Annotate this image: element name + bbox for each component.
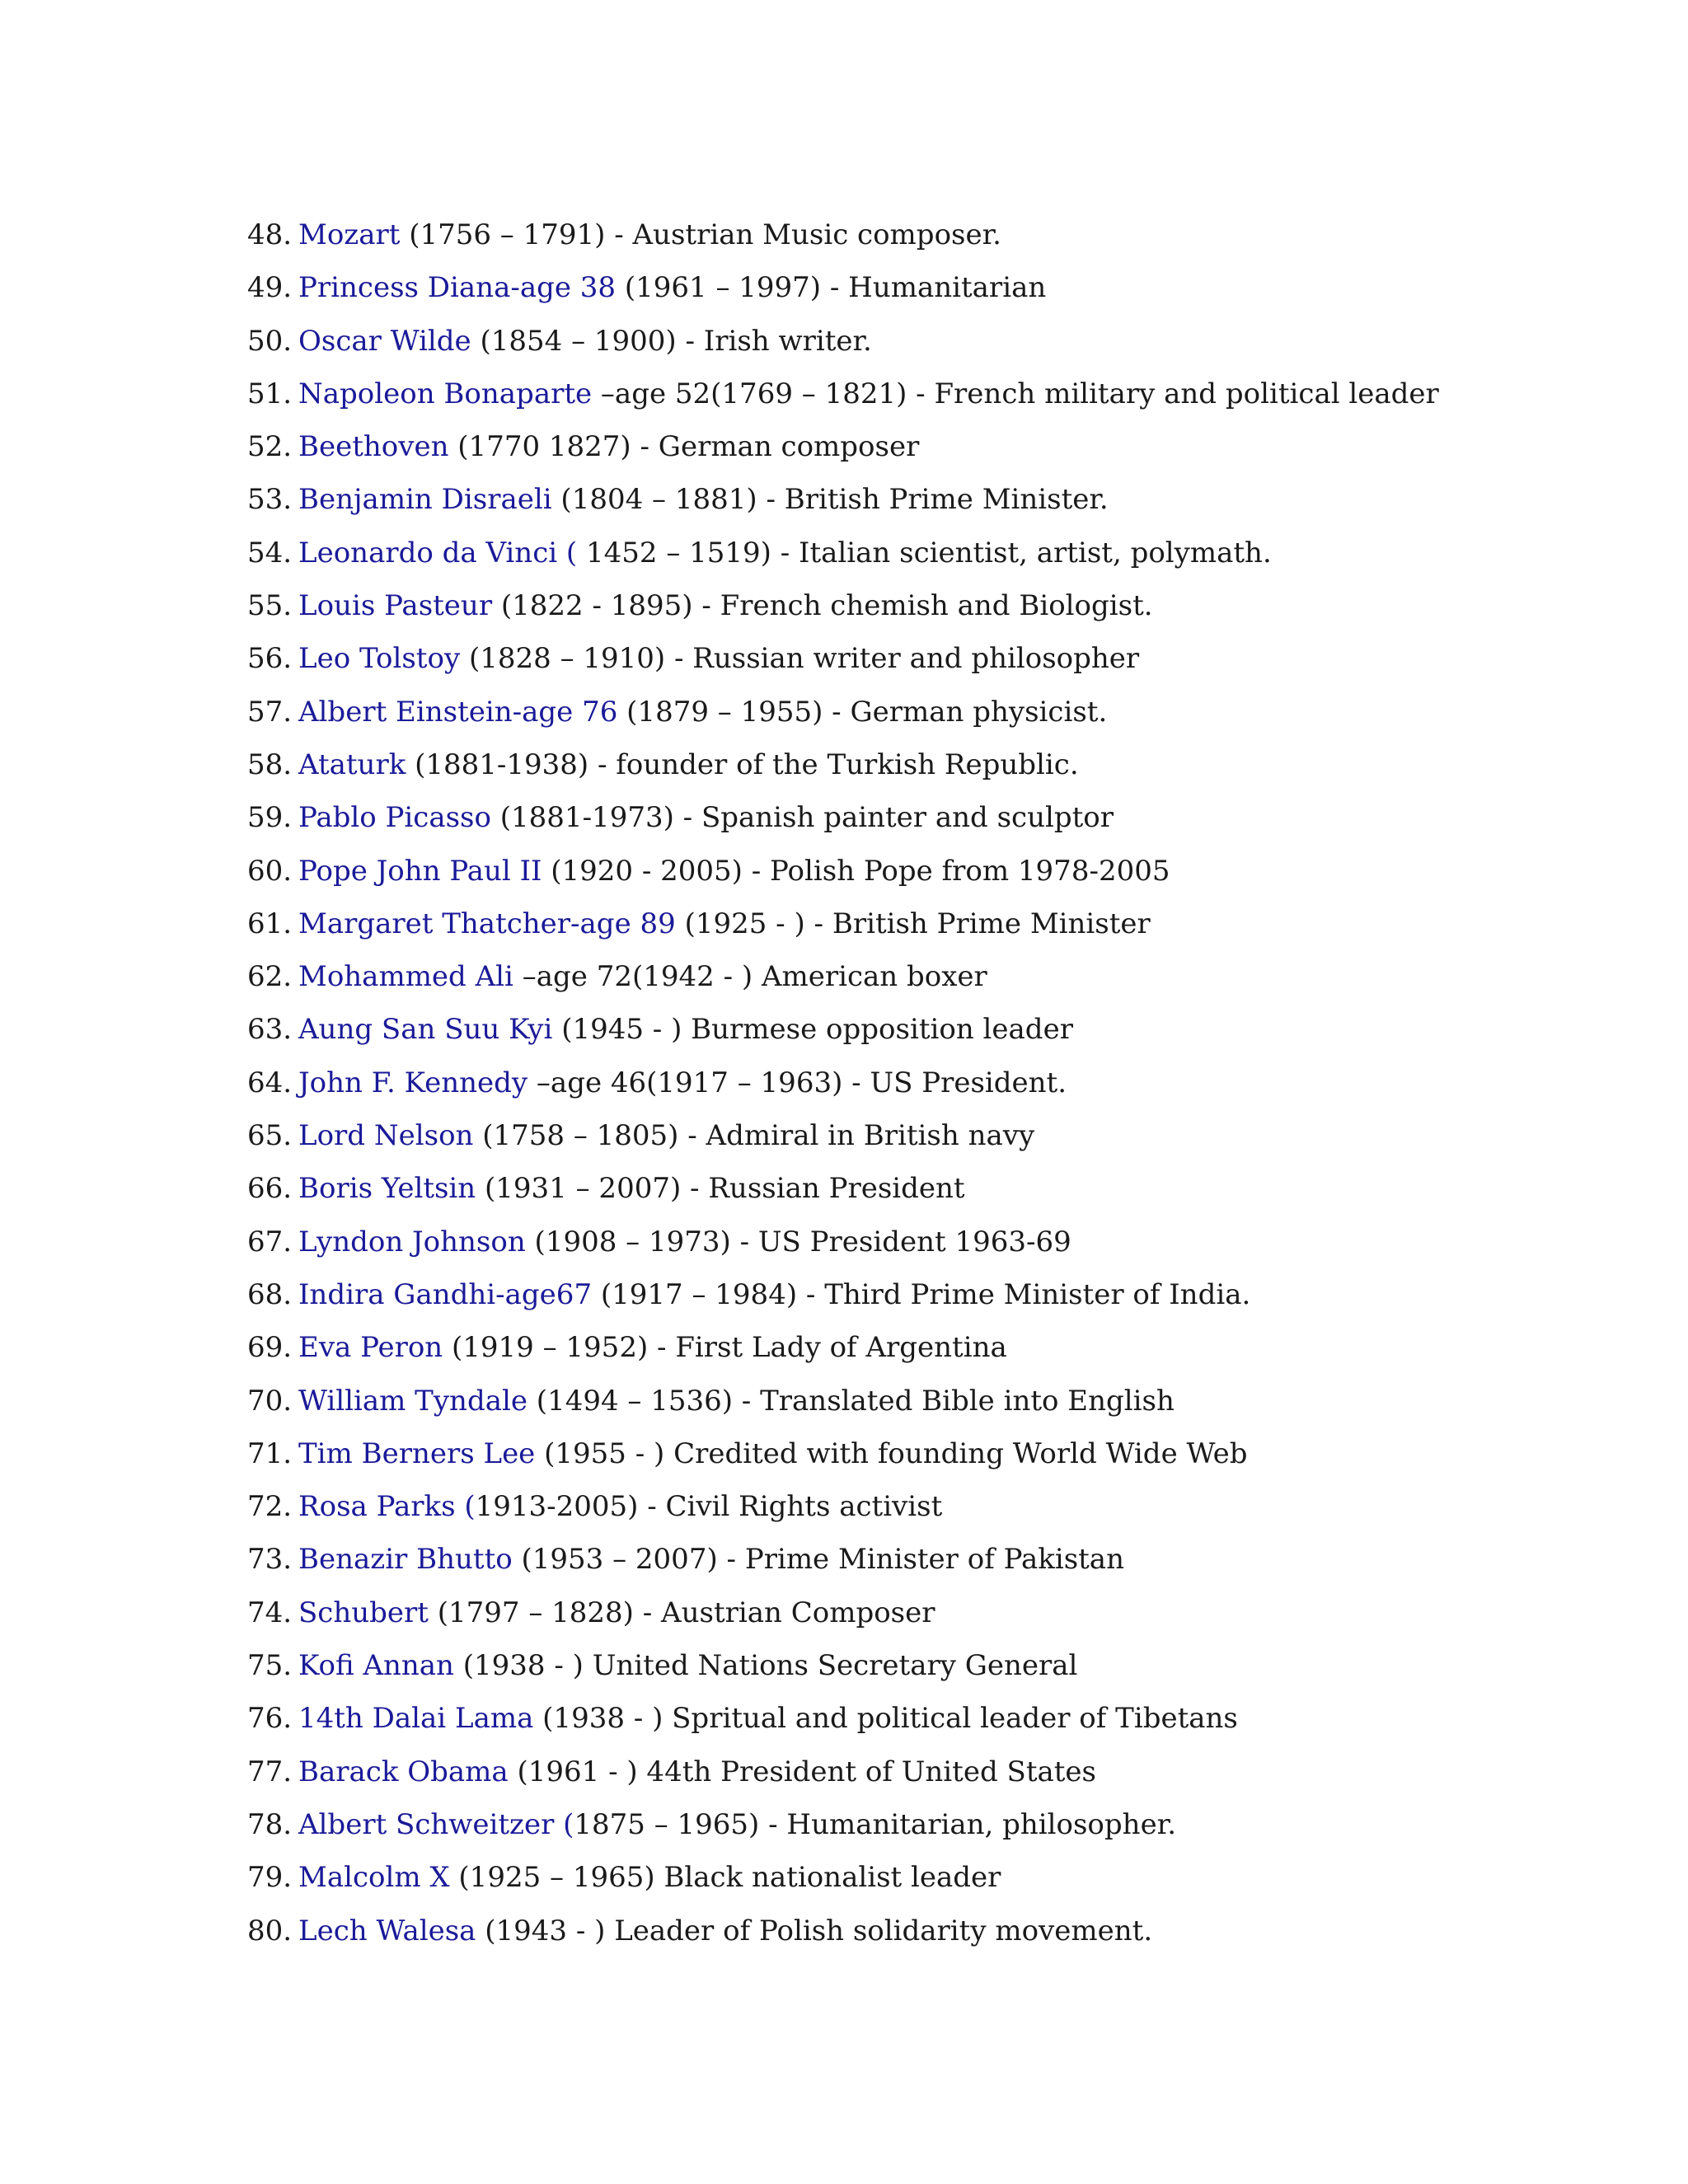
list-item — [247, 375, 1439, 428]
person-link[interactable]: Albert Einstein-age 76 — [298, 695, 618, 729]
list-item-number: 72. — [247, 1490, 293, 1524]
person-link[interactable]: Margaret Thatcher-age 89 — [298, 907, 676, 940]
person-description: (1917 – 1984) - Third Prime Minister of India. — [592, 1277, 1251, 1311]
list-item — [247, 1276, 1439, 1329]
person-description: (1931 – 2007) - Russian President — [476, 1172, 965, 1206]
person-description: (1945 - ) Burmese opposition leader — [552, 1013, 1073, 1047]
person-link[interactable]: Benazir Bhutto — [298, 1543, 513, 1577]
list-item-number: 48. — [247, 218, 293, 251]
person-link[interactable]: Kofi Annan — [298, 1649, 454, 1683]
person-description: (1920 - 2005) - Polish Pope from 1978-2005 — [542, 854, 1170, 888]
person-link[interactable]: Beethoven — [298, 430, 449, 464]
list-item — [247, 1912, 1439, 1965]
list-item — [247, 1540, 1439, 1593]
person-link[interactable]: Lech Walesa — [298, 1914, 476, 1947]
list-item-number: 66. — [247, 1172, 293, 1206]
person-link[interactable]: Rosa Parks ( — [298, 1490, 476, 1524]
people-list — [247, 216, 1439, 1965]
list-item-number: 71. — [247, 1436, 293, 1470]
person-description: (1494 – 1536) - Translated Bible into English — [527, 1384, 1175, 1418]
list-item — [247, 1858, 1439, 1911]
list-item-number: 65. — [247, 1119, 293, 1153]
list-item — [247, 1647, 1439, 1699]
list-item-number: 53. — [247, 483, 293, 517]
list-item — [247, 693, 1439, 746]
list-item-number: 54. — [247, 536, 293, 569]
list-item — [247, 746, 1439, 799]
person-link[interactable]: Leonardo da Vinci ( — [298, 536, 578, 569]
list-item-number: 55. — [247, 589, 293, 623]
person-link[interactable]: Napoleon Bonaparte — [298, 377, 593, 410]
person-link[interactable]: Pablo Picasso — [298, 801, 491, 835]
person-link[interactable]: Boris Yeltsin — [298, 1172, 476, 1206]
list-item-number: 69. — [247, 1331, 293, 1365]
list-item — [247, 1169, 1439, 1222]
list-item-number: 51. — [247, 377, 293, 410]
list-item — [247, 1753, 1439, 1806]
list-item-number: 59. — [247, 801, 293, 835]
list-item-number: 60. — [247, 854, 293, 888]
person-link[interactable]: Princess Diana-age 38 — [298, 271, 617, 305]
list-item-number: 76. — [247, 1702, 293, 1736]
list-item — [247, 905, 1439, 958]
list-item — [247, 1382, 1439, 1435]
list-item-number: 64. — [247, 1066, 293, 1099]
list-item — [247, 1010, 1439, 1063]
person-description: (1881-1973) - Spanish painter and sculptor — [490, 801, 1114, 835]
list-item-number: 58. — [247, 748, 293, 781]
person-link[interactable]: Lyndon Johnson — [298, 1225, 526, 1258]
person-link[interactable]: Pope John Paul II — [298, 854, 542, 888]
list-item — [247, 534, 1439, 587]
person-link[interactable]: Indira Gandhi-age67 — [298, 1277, 593, 1311]
list-item-number: 56. — [247, 642, 293, 676]
list-item — [247, 958, 1439, 1010]
person-description: 1452 – 1519) - Italian scientist, artist, polymath. — [577, 536, 1272, 569]
list-item — [247, 1806, 1439, 1858]
list-item-number: 70. — [247, 1384, 293, 1418]
person-description: (1804 – 1881) - British Prime Minister. — [551, 483, 1109, 517]
person-description: (1961 - ) 44th President of United States — [508, 1755, 1096, 1788]
person-link[interactable]: Aung San Suu Kyi — [298, 1013, 553, 1047]
list-item — [247, 216, 1439, 269]
person-description: (1908 – 1973) - US President 1963-69 — [525, 1225, 1071, 1258]
person-link[interactable]: Barack Obama — [298, 1755, 509, 1788]
person-description: (1961 – 1997) - Humanitarian — [616, 271, 1047, 305]
list-item-number: 57. — [247, 695, 293, 729]
person-link[interactable]: Louis Pasteur — [298, 589, 493, 623]
person-description: (1756 – 1791) - Austrian Music composer. — [400, 218, 1001, 251]
list-item — [247, 1488, 1439, 1540]
list-item-number: 68. — [247, 1277, 293, 1311]
person-link[interactable]: Albert Schweitzer ( — [298, 1807, 574, 1841]
person-link[interactable]: Ataturk — [298, 748, 406, 781]
list-item — [247, 587, 1439, 640]
person-description: (1938 - ) United Nations Secretary General — [453, 1649, 1078, 1683]
list-item-number: 80. — [247, 1914, 293, 1947]
person-description: (1943 - ) Leader of Polish solidarity movement. — [476, 1914, 1153, 1947]
list-item — [247, 322, 1439, 375]
person-description: 1913-2005) - Civil Rights activist — [475, 1490, 943, 1524]
list-item-number: 73. — [247, 1543, 293, 1577]
list-item-number: 49. — [247, 271, 293, 305]
person-description: –age 46(1917 – 1963) - US President. — [528, 1066, 1067, 1099]
person-description: (1879 – 1955) - German physicist. — [617, 695, 1108, 729]
list-item — [247, 1329, 1439, 1381]
list-item — [247, 480, 1439, 533]
person-link[interactable]: Mozart — [298, 218, 401, 251]
list-item-number: 79. — [247, 1861, 293, 1895]
person-link[interactable]: Benjamin Disraeli — [298, 483, 552, 517]
list-item — [247, 640, 1439, 692]
list-item — [247, 1117, 1439, 1169]
person-link[interactable]: Mohammed Ali — [298, 960, 513, 994]
person-link[interactable]: Tim Berners Lee — [298, 1436, 536, 1470]
list-item — [247, 799, 1439, 851]
list-item-number: 62. — [247, 960, 293, 994]
person-description: –age 72(1942 - ) American boxer — [513, 960, 987, 994]
person-link[interactable]: Malcolm X — [298, 1861, 450, 1895]
person-description: (1854 – 1900) - Irish writer. — [471, 324, 872, 358]
list-item-number: 77. — [247, 1755, 293, 1788]
list-item-number: 74. — [247, 1596, 293, 1629]
person-description: 1875 – 1965) - Humanitarian, philosopher. — [574, 1807, 1177, 1841]
person-description: (1822 - 1895) - French chemish and Biologist. — [492, 589, 1153, 623]
list-item — [247, 1223, 1439, 1276]
person-description: (1758 – 1805) - Admiral in British navy — [473, 1119, 1035, 1153]
person-link[interactable]: Leo Tolstoy — [298, 642, 461, 676]
list-item — [247, 1064, 1439, 1117]
person-description: (1925 – 1965) Black nationalist leader — [449, 1861, 1001, 1895]
person-description: –age 52(1769 – 1821) - French military and political leader — [592, 377, 1439, 410]
person-description: (1925 - ) - British Prime Minister — [675, 907, 1151, 940]
person-link[interactable]: Oscar Wilde — [298, 324, 471, 358]
list-item-number: 52. — [247, 430, 293, 464]
person-description: (1797 – 1828) - Austrian Composer — [428, 1596, 935, 1629]
person-description: (1828 – 1910) - Russian writer and philosopher — [460, 642, 1140, 676]
list-item — [247, 1435, 1439, 1488]
person-description: (1770 1827) - German composer — [448, 430, 920, 464]
list-item — [247, 1699, 1439, 1752]
person-link[interactable]: 14th Dalai Lama — [298, 1702, 534, 1736]
person-description: (1881-1938) - founder of the Turkish Republic. — [406, 748, 1079, 781]
person-link[interactable]: John F. Kennedy — [298, 1066, 528, 1099]
person-link[interactable]: Schubert — [298, 1596, 429, 1629]
list-item — [247, 1594, 1439, 1647]
person-link[interactable]: Eva Peron — [298, 1331, 443, 1365]
list-item — [247, 269, 1439, 321]
list-item — [247, 852, 1439, 905]
list-item-number: 67. — [247, 1225, 293, 1258]
list-item-number: 63. — [247, 1013, 293, 1047]
person-description: (1953 – 2007) - Prime Minister of Pakistan — [512, 1543, 1124, 1577]
list-item-number: 78. — [247, 1807, 293, 1841]
list-item — [247, 428, 1439, 480]
list-item-number: 61. — [247, 907, 293, 940]
person-link[interactable]: Lord Nelson — [298, 1119, 474, 1153]
person-link[interactable]: William Tyndale — [298, 1384, 528, 1418]
person-description: (1919 – 1952) - First Lady of Argentina — [443, 1331, 1007, 1365]
list-item-number: 75. — [247, 1649, 293, 1683]
person-description: (1955 - ) Credited with founding World Wide Web — [535, 1436, 1248, 1470]
list-item-number: 50. — [247, 324, 293, 358]
person-description: (1938 - ) Spritual and political leader of Tibetans — [533, 1702, 1238, 1736]
